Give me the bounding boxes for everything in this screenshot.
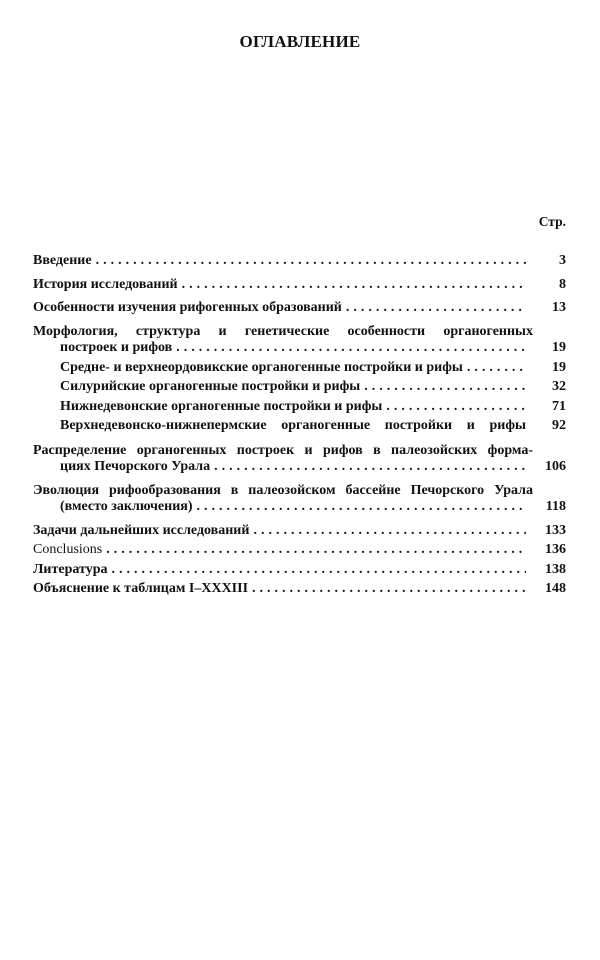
toc-entry[interactable]	[33, 300, 566, 320]
toc-entry-page: 92	[552, 418, 566, 433]
dot-leader	[386, 399, 526, 415]
toc-entry[interactable]	[33, 562, 566, 582]
dot-leader	[182, 277, 526, 293]
toc-entry[interactable]	[33, 253, 566, 273]
toc-entry[interactable]	[33, 443, 566, 479]
toc-entry-title: Введение	[33, 253, 92, 268]
toc-entry-title-line1: Распределение органогенных построек и рифов в палеозойских форма-	[33, 442, 533, 458]
dot-leader	[112, 562, 527, 578]
toc-entry-page: 106	[545, 459, 566, 474]
toc-subentry[interactable]	[33, 399, 566, 419]
table-of-contents	[33, 249, 566, 601]
toc-entry-title-line1: Эволюция рифообразования в палеозойском бассейне Печорского Урала	[33, 482, 533, 498]
toc-entry[interactable]	[33, 581, 566, 601]
toc-entry-title: построек и рифов	[60, 340, 173, 355]
toc-entry-title-line1: Морфология, структура и генетические особенности органогенных	[33, 323, 533, 339]
toc-entry-title: Объяснение к таблицам I–XXXIII	[33, 581, 249, 596]
toc-entry-page: 19	[552, 359, 566, 375]
toc-entry-title: Силурийские органогенные постройки и рифы	[60, 379, 361, 394]
toc-subentry[interactable]	[33, 379, 566, 399]
toc-entry-page: 118	[545, 499, 566, 514]
toc-entry[interactable]	[33, 483, 566, 519]
dot-leader	[106, 542, 526, 558]
toc-subentry[interactable]	[33, 418, 566, 438]
toc-entry[interactable]	[33, 523, 566, 543]
dot-leader	[176, 340, 526, 356]
toc-entry-title: (вместо заключения)	[60, 499, 193, 514]
page-column-header: Стр.	[538, 214, 566, 229]
dot-leader	[96, 253, 526, 269]
toc-entry[interactable]	[33, 324, 566, 360]
toc-entry-page: 8	[559, 276, 566, 292]
toc-entry-title: История исследований	[33, 276, 178, 292]
toc-entry-page: 3	[559, 253, 566, 268]
dot-leader	[467, 360, 526, 376]
dot-leader	[346, 300, 526, 316]
dot-leader	[197, 499, 526, 515]
toc-subentry[interactable]	[33, 360, 566, 380]
dot-leader	[253, 523, 526, 539]
toc-entry-page: 19	[552, 340, 566, 355]
page-title: ОГЛАВЛЕНИЕ	[239, 32, 361, 51]
toc-entry-page: 32	[552, 379, 566, 394]
toc-entry-title: Верхнедевонско-нижнепермские органогенные постройки и рифы	[60, 418, 526, 433]
toc-entry-title: Литература	[33, 561, 108, 577]
toc-entry-title: Conclusions	[33, 542, 103, 557]
toc-entry-title: Задачи дальнейших исследований	[33, 522, 250, 538]
toc-entry-title: Особенности изучения рифогенных образований	[33, 300, 342, 315]
toc-entry[interactable]	[33, 542, 566, 562]
toc-entry-page: 133	[545, 522, 566, 538]
toc-entry-page: 148	[545, 581, 566, 596]
toc-entry-title: Нижнедевонские органогенные постройки и рифы	[60, 398, 383, 414]
toc-entry[interactable]	[33, 277, 566, 297]
toc-entry-page: 13	[552, 300, 566, 315]
dot-leader	[214, 459, 526, 475]
toc-entry-page: 136	[545, 542, 566, 557]
toc-entry-page: 138	[545, 561, 566, 577]
toc-entry-title: Средне- и верхнеордовикские органогенные постройки и рифы	[60, 359, 463, 375]
toc-entry-page: 71	[552, 398, 566, 414]
toc-entry-title: циях Печорского Урала	[60, 459, 211, 474]
dot-leader	[364, 379, 526, 395]
dot-leader	[252, 581, 526, 597]
